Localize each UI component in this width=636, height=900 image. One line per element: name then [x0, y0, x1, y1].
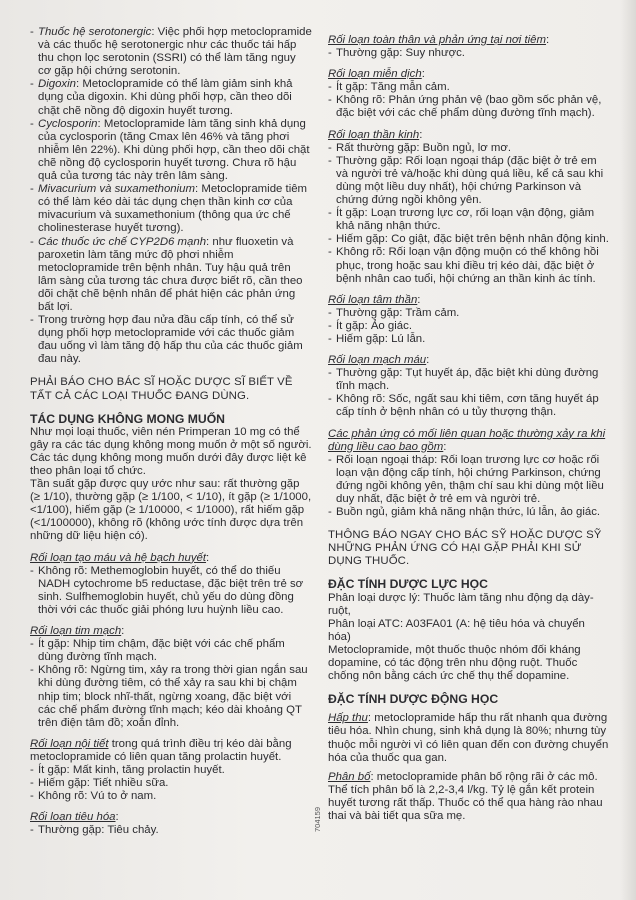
section-text: : metoclopramide phân bố rộng rãi ở các mô. Thể tích phân bố là 2,2-3,4 l/kg. Tỷ lệ gắn kết protein huyết tương rất thấp. Thuốc có thể qua hàng rào nhau thai và bài tiết qua sữa mẹ. — [328, 770, 603, 822]
immune-list — [328, 81, 610, 120]
list-item: - Không rõ: Vú to ở nam. — [30, 790, 312, 803]
list-item: - Thường gặp: Trầm cảm. — [328, 307, 610, 320]
drug-name: Các thuốc ức chế CYP2D6 mạnh — [38, 235, 207, 248]
list-item: - Ít gặp: Ảo giác. — [328, 320, 610, 333]
list-item: - Hiếm gặp: Lú lẫn. — [328, 333, 610, 346]
list-item: - Thường gặp: Suy nhược. — [328, 47, 610, 60]
list-item: - Không rõ: Phản ứng phản vệ (bao gồm sốc phản vệ, đặc biệt với các chế phẩm dùng đường tĩnh mạch). — [328, 94, 610, 120]
interaction-text: : như fluoxetin và paroxetin làm tăng mức độ phơi nhiễm metoclopramide trên bệnh nhân. Tuy hậu quả trên lâm sàng của tương tác chưa được biết rõ, cần theo dõi chặt chẽ bệnh nhân để phát hiện các phản ứng bất lợi. — [38, 235, 303, 313]
vascular-list — [328, 367, 610, 419]
section-title: Rối loạn tạo máu và hệ bạch huyết — [30, 551, 207, 564]
pd-line: Metoclopramide, một thuốc thuộc nhóm đối kháng dopamine, có tác động trên nhu động ruột. Thuốc chống nôn bằng cách ức chế thụ thể dopamine. — [328, 643, 581, 683]
list-item: - Ít gặp: Mất kinh, tăng prolactin huyết. — [30, 764, 312, 777]
interaction-cyclosporin — [30, 118, 312, 183]
side-effects-intro: Như mọi loại thuốc, viên nén Primperan 10 mg có thể gây ra các tác dụng không mong muốn ở một số người. Các tác dụng không mong muốn dưới đây được liệt kê theo phân loại tổ chức. — [30, 425, 312, 477]
neuro-list — [328, 142, 610, 286]
section-title: Các phản ứng có mối liên quan hoặc thường xảy ra khi dùng liều cao bao gồm — [328, 427, 606, 453]
drug-name: Thuốc hệ serotonergic — [38, 26, 152, 38]
margin-code: 704159 — [313, 806, 322, 832]
blood-list — [30, 565, 312, 617]
interaction-text: : Việc phối hợp metoclopramide và các thuốc hệ serotonergic như các thuốc tái hấp thu chọn lọc serotonin (SSRI) có thể làm tăng nguy cơ gặp hội chứng serotonin. — [38, 26, 312, 78]
general-heading: Rối loạn toàn thân và phản ứng tại nơi tiêm: — [328, 34, 550, 46]
interaction-digoxin — [30, 78, 312, 117]
gi-list — [30, 824, 312, 837]
list-item: - Không rõ: Sốc, ngất sau khi tiêm, cơn tăng huyết áp cấp tính ở bệnh nhân có u tủy thượng thận. — [328, 393, 610, 419]
interaction-text: : Metoclopramide có thể làm giảm sinh khả dụng của digoxin. Khi dùng phối hợp, cần theo dõi chặt chẽ nồng độ digoxin huyết tương. — [38, 78, 293, 117]
section-text: : metoclopramide hấp thu rất nhanh qua đường tiêu hóa. Nhìn chung, sinh khả dụng là 80%; nhưng tùy thuộc mỗi người vì có liên quan đến con đường chuyển hóa của thuốc qua gan. — [328, 712, 609, 764]
section-title: Rối loạn tâm thần — [328, 293, 418, 306]
section-title: Rối loạn miễn dịch — [328, 68, 422, 81]
pharmacodynamics-heading: ĐẶC TÍNH DƯỢC LỰC HỌC — [328, 577, 488, 592]
interaction-analgesic: - Trong trường hợp đau nửa đầu cấp tính, có thể sử dụng phối hợp metoclopramide với các thuốc giảm đau uống vì làm tăng độ hấp thu của các thuốc giảm đau này. — [30, 314, 312, 366]
left-column — [30, 26, 312, 837]
distribution-paragraph — [328, 771, 610, 823]
interaction-text: : Metoclopramide làm tăng sinh khả dụng của cyclosporin (tăng Cmax lên 46% và tăng phơi nhiễm lên 22%). Khi dùng phối hợp, cần theo dõi chặt chẽ nồng độ cyclosporin huyết tương. Chưa rõ hậu quả của tương tác này trên lâm sàng. — [38, 117, 310, 183]
report-notice: THÔNG BÁO NGAY CHO BÁC SỸ HOẶC DƯỢC SỸ NHỮNG PHẢN ỨNG CÓ HẠI GẶP PHẢI KHI SỬ DỤNG THUỐC. — [328, 529, 602, 568]
endocrine-heading — [30, 738, 312, 764]
psych-heading: Rối loạn tâm thần: — [328, 293, 421, 306]
list-item: - Buồn ngủ, giảm khả năng nhận thức, lú lẫn, ảo giác. — [328, 506, 610, 519]
absorption-paragraph — [328, 712, 610, 764]
drug-name: Digoxin — [38, 78, 76, 91]
interaction-serotonergic — [30, 26, 312, 78]
list-item: - Ít gặp: Nhịp tim chậm, đặc biệt với các chế phẩm dùng đường tĩnh mạch. — [30, 638, 312, 664]
vascular-heading: Rối loạn mạch máu: — [328, 354, 430, 367]
pd-line: Phân loại ATC: A03FA01 (A: hệ tiêu hóa và chuyển hóa) — [328, 617, 585, 643]
list-item: - Không rõ: Methemoglobin huyết, có thể do thiếu NADH cytochrome b5 reductase, đặc biệt trên trẻ sơ sinh. Sulfhemoglobin huyết, chủ yếu do dùng đồng thời với các thuốc giải phóng lưu huỳnh liều cao. — [30, 565, 312, 617]
neuro-heading: Rối loạn thần kinh: — [328, 128, 423, 141]
interaction-text: : Metoclopramide tiêm có thể làm kéo dài tác dụng chẹn thần kinh cơ của mivacurium và suxamethonium (thông qua ức chế cholinesterase huyết tương). — [38, 183, 308, 235]
list-item: - Ít gặp: Tăng mẫn cảm. — [328, 81, 610, 94]
list-item: - Không rõ: Ngừng tim, xảy ra trong thời gian ngắn sau khi dùng đường tiêm, có thể xảy ra sau khi bị chậm nhịp tim; block nhĩ-thất, ngừng xoang, đặc biệt với các chế phẩm đường tĩnh mạch; kéo dài khoảng QT trên điện tâm đồ; xoắn đỉnh. — [30, 664, 312, 729]
section-title: Rối loạn tiêu hóa — [30, 811, 116, 824]
list-item: - Thường gặp: Rối loạn ngoại tháp (đặc biệt ở trẻ em và người trẻ và/hoặc khi dùng quá liều, kể cả sau khi dùng một liều duy nhất), hội chứng Parkinson và chứng đứng ngồi không yên. — [328, 155, 610, 207]
list-item: - Hiếm gặp: Co giật, đặc biệt trên bệnh nhân động kinh. — [328, 233, 610, 246]
high-dose-heading: Các phản ứng có mối liên quan hoặc thường xảy ra khi dùng liều cao bao gồm: — [328, 427, 606, 453]
section-title: Hấp thu — [328, 712, 368, 725]
section-title: Phân bố — [328, 770, 371, 783]
section-title: Rối loạn nội tiết — [30, 737, 109, 750]
immune-heading: Rối loạn miễn dịch: — [328, 68, 425, 81]
blood-heading: Rối loạn tạo máu và hệ bạch huyết: — [30, 551, 210, 564]
notice-text: PHẢI BÁO CHO BÁC SĨ HOẶC DƯỢC SĨ BIẾT VỀ TẤT CẢ CÁC LOẠI THUỐC ĐANG DÙNG. — [30, 376, 293, 402]
psych-list — [328, 307, 610, 346]
section-title: Rối loạn mạch máu — [328, 354, 427, 367]
list-item: - Rất thường gặp: Buồn ngủ, lơ mơ. — [328, 142, 610, 155]
interaction-mivacurium — [30, 183, 312, 235]
side-effects-heading: TÁC DỤNG KHÔNG MONG MUỐN — [30, 411, 225, 426]
section-title: Rối loạn thần kinh — [328, 128, 420, 141]
high-dose-list — [328, 454, 610, 519]
pd-line: Phân loại dược lý: Thuốc làm tăng nhu động dạ dày-ruột, — [328, 591, 594, 617]
general-list — [328, 47, 610, 60]
heart-list — [30, 638, 312, 730]
right-column — [328, 34, 610, 823]
drug-name: Mivacurium và suxamethonium — [38, 183, 195, 196]
section-text: trong quá trình điều trị kéo dài bằng metoclopramide có liên quan tăng prolactin huyết. — [30, 737, 292, 763]
heart-heading: Rối loạn tim mạch: — [30, 625, 125, 638]
frequency-definition: Tần suất gặp được quy ước như sau: rất thường gặp (≥ 1/10), thường gặp (≥ 1/100, < 1/10), ít gặp (≥ 1/1000, <1/100), hiếm gặp (≥ 1/10000, < 1/1000), rất hiếm gặp (<1/100000), không rõ (không ước tính được dựa trên những dữ liệu hiện có). — [30, 478, 312, 543]
interaction-cyp2d6 — [30, 236, 312, 315]
list-item: - Ít gặp: Loạn trương lực cơ, rối loạn vận động, giảm khả năng nhận thức. — [328, 207, 610, 233]
section-title: Rối loạn tim mạch — [30, 625, 122, 638]
list-item: - Thường gặp: Tụt huyết áp, đặc biệt khi dùng đường tĩnh mạch. — [328, 367, 610, 393]
list-item: - Không rõ: Rối loạn vận động muộn có thể không hồi phục, trong hoặc sau khi điều trị kéo dài, đặc biệt ở bệnh nhân cao tuổi, hội chứng an thần kinh ác tính. — [328, 246, 610, 285]
page-edge-shadow — [620, 0, 636, 900]
drug-name: Cyclosporin — [38, 117, 98, 130]
section-title: Rối loạn toàn thân và phản ứng tại nơi tiêm — [328, 34, 547, 46]
list-item: - Thường gặp: Tiêu chảy. — [30, 824, 312, 837]
gi-heading: Rối loạn tiêu hóa: — [30, 811, 119, 824]
list-item: - Rối loạn ngoại tháp: Rối loạn trương lực cơ hoặc rối loạn vận động cấp tính, hội chứng Parkinson, chứng đứng ngồi không yên, thậm chí sau khi dùng một liều duy nhất, đặc biệt ở trẻ em và người trẻ. — [328, 454, 610, 506]
pharmacokinetics-heading: ĐẶC TÍNH DƯỢC ĐỘNG HỌC — [328, 692, 499, 707]
list-item: - Hiếm gặp: Tiết nhiều sữa. — [30, 777, 312, 790]
endocrine-list — [30, 764, 312, 803]
